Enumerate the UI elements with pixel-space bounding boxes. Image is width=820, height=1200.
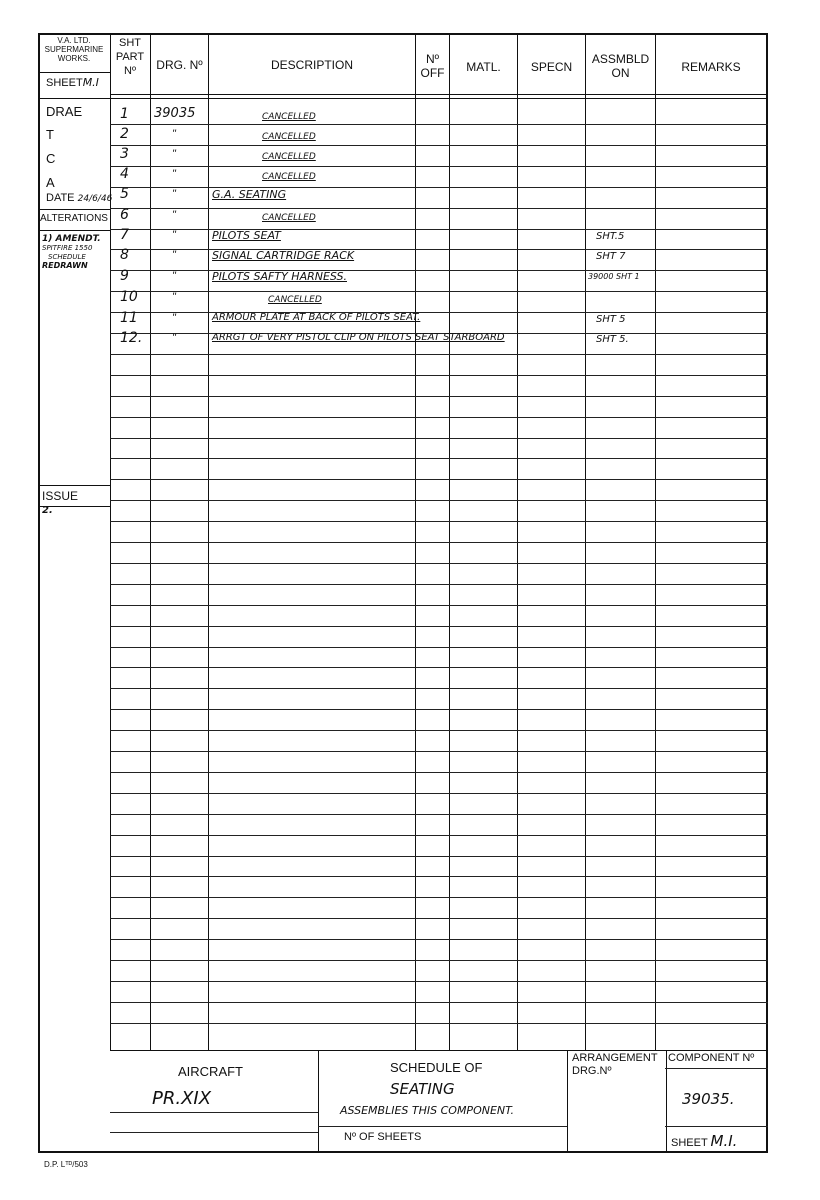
- row-drg-no: ": [172, 168, 176, 180]
- side-a: A: [46, 175, 55, 190]
- row-number: 12.: [120, 330, 143, 346]
- row-rule: [110, 438, 768, 439]
- row-drg-no: ": [172, 128, 176, 140]
- alt-note-1: 1) AMENDT.: [42, 234, 101, 244]
- row-number: 3: [120, 146, 129, 162]
- footer-schedule-line: [318, 1126, 567, 1127]
- row-drg-no: ": [172, 209, 176, 221]
- row-number: 11: [120, 310, 138, 326]
- row-rule: [110, 918, 768, 919]
- drg-no-header: DRG. Nº: [156, 58, 203, 72]
- row-description: CANCELLED: [262, 112, 316, 122]
- row-description: PILOTS SEAT: [212, 229, 281, 242]
- row-rule: [110, 730, 768, 731]
- row-assembled-on: 39000 SHT 1: [588, 272, 640, 281]
- specn-header: SPECN: [530, 60, 573, 74]
- row-description: ARMOUR PLATE AT BACK OF PILOTS SEAT.: [212, 312, 421, 323]
- assmbld-on-header: ASSMBLD ON: [591, 52, 650, 80]
- company-name: V.A. LTD. SUPERMARINE WORKS.: [44, 36, 104, 63]
- row-rule: [110, 291, 768, 292]
- alt-note-2: SPITFIRE 1550: [42, 244, 93, 252]
- row-rule: [110, 124, 768, 125]
- row-rule: [110, 772, 768, 773]
- row-number: 7: [120, 227, 129, 243]
- side-alterations: ALTERATIONS: [40, 213, 108, 224]
- row-rule: [110, 751, 768, 752]
- row-rule: [110, 396, 768, 397]
- alt-note-4: REDRAWN: [42, 261, 88, 270]
- row-drg-no: ": [172, 148, 176, 160]
- row-rule: [110, 667, 768, 668]
- row-description: CANCELLED: [262, 152, 316, 162]
- schedule-frame: [38, 33, 768, 1153]
- row-drg-no: ": [172, 291, 176, 303]
- row-rule: [110, 960, 768, 961]
- row-number: 8: [120, 247, 129, 263]
- description-header: DESCRIPTION: [270, 58, 353, 72]
- row-assembled-on: SHT 5: [596, 314, 626, 325]
- row-rule: [110, 166, 768, 167]
- side-drae: DRAE: [46, 104, 83, 119]
- row-rule: [110, 856, 768, 857]
- row-description: ARRGT OF VERY PISTOL CLIP ON PILOTS SEAT STARBOARD: [212, 332, 505, 343]
- footer-component-line: [665, 1068, 768, 1069]
- row-rule: [110, 458, 768, 459]
- row-drg-no: ": [172, 229, 176, 241]
- row-rule: [110, 479, 768, 480]
- row-description: CANCELLED: [262, 132, 316, 142]
- footer-aircraft-line: [110, 1112, 318, 1113]
- remarks-header: REMARKS: [681, 60, 741, 74]
- row-number: 4: [120, 166, 129, 182]
- row-description: CANCELLED: [262, 213, 316, 223]
- row-rule: [110, 605, 768, 606]
- alt-note-3: SCHEDULE: [48, 253, 86, 261]
- row-rule: [110, 814, 768, 815]
- row-rule: [110, 312, 768, 313]
- row-rule: [110, 187, 768, 188]
- row-rule: [110, 249, 768, 250]
- row-rule: [110, 542, 768, 543]
- footer-aircraft-line-2: [110, 1132, 318, 1133]
- row-drg-no: 39035: [154, 106, 196, 121]
- form-code: D.P. Lᵀᴰ/503: [44, 1160, 88, 1169]
- row-assembled-on: SHT 7: [596, 251, 626, 262]
- row-drg-no: ": [172, 249, 176, 261]
- row-rule: [110, 939, 768, 940]
- row-assembled-on: SHT.5: [596, 231, 625, 242]
- side-t: T: [46, 127, 54, 142]
- row-rule: [110, 584, 768, 585]
- component-label: COMPONENT Nº: [668, 1052, 755, 1064]
- row-rule: [110, 793, 768, 794]
- row-drg-no: ": [172, 312, 176, 324]
- assemblies-text: ASSEMBLIES THIS COMPONENT.: [340, 1104, 515, 1117]
- matl-header: MATL.: [466, 60, 501, 74]
- row-number: 10: [120, 289, 138, 305]
- row-rule: [110, 229, 768, 230]
- row-number: 5: [120, 186, 129, 202]
- row-rule: [110, 647, 768, 648]
- row-description: G.A. SEATING: [212, 188, 287, 201]
- sheet-label: SHEETM.I: [46, 76, 99, 89]
- issue-value: 2.: [42, 505, 53, 516]
- no-off-header: Nº OFF: [420, 52, 445, 80]
- schedule-label: SCHEDULE OF: [390, 1060, 483, 1075]
- row-rule: [110, 709, 768, 710]
- row-rule: [110, 688, 768, 689]
- row-rule: [110, 417, 768, 418]
- row-drg-no: ": [172, 188, 176, 200]
- row-rule: [110, 354, 768, 355]
- row-number: 1: [120, 106, 129, 122]
- row-rule: [110, 835, 768, 836]
- issue-label: ISSUE: [42, 489, 79, 503]
- aircraft-label: AIRCRAFT: [178, 1064, 243, 1079]
- aircraft-value: PR.XIX: [152, 1088, 212, 1109]
- arrangement-label: ARRANGEMENT DRG.Nº: [572, 1052, 658, 1077]
- row-rule: [110, 208, 768, 209]
- row-assembled-on: SHT 5.: [596, 334, 629, 345]
- row-drg-no: ": [172, 332, 176, 344]
- row-rule: [110, 521, 768, 522]
- component-value: 39035.: [682, 1090, 735, 1108]
- row-description: PILOTS SAFTY HARNESS.: [212, 270, 347, 283]
- row-rule: [110, 1023, 768, 1024]
- row-rule: [110, 375, 768, 376]
- row-rule: [110, 270, 768, 271]
- row-description: SIGNAL CARTRIDGE RACK: [212, 249, 355, 262]
- row-rule: [110, 626, 768, 627]
- sht-part-no-header: SHT PART Nº: [115, 37, 145, 77]
- row-rule: [110, 563, 768, 564]
- row-rule: [110, 500, 768, 501]
- row-description: CANCELLED: [262, 172, 316, 182]
- row-number: 2: [120, 126, 129, 142]
- row-number: 9: [120, 268, 129, 284]
- side-c: C: [46, 151, 56, 166]
- header-line-bottom: [38, 98, 768, 99]
- schedule-value: SEATING: [390, 1080, 455, 1098]
- row-rule: [110, 1002, 768, 1003]
- footer-sheet-label: SHEET M.I.: [671, 1132, 738, 1150]
- row-rule: [110, 981, 768, 982]
- row-drg-no: ": [172, 270, 176, 282]
- row-description: CANCELLED: [268, 295, 322, 305]
- no-of-sheets-label: Nº OF SHEETS: [344, 1131, 422, 1143]
- footer-sheet-line: [665, 1126, 768, 1127]
- row-rule: [110, 145, 768, 146]
- row-rule: [110, 897, 768, 898]
- row-rule: [110, 876, 768, 877]
- side-date: DATE 24/6/46: [46, 192, 113, 204]
- row-number: 6: [120, 207, 129, 223]
- header-line-top: [110, 94, 768, 95]
